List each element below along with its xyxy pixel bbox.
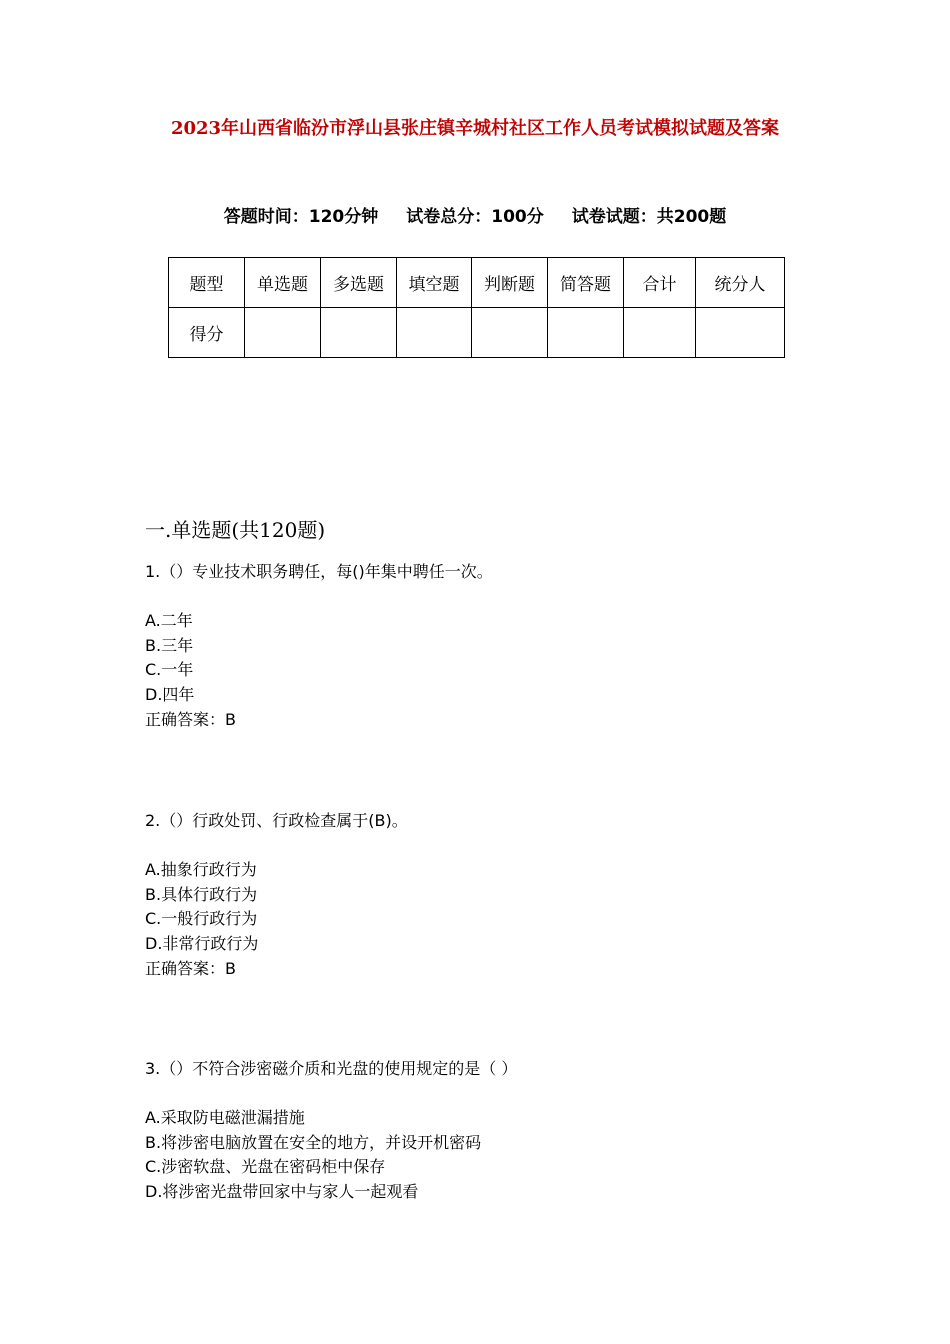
- document-title: 2023年山西省临汾市浮山县张庄镇辛城村社区工作人员考试模拟试题及答案: [170, 118, 780, 139]
- correct-answer: 正确答案：B: [145, 709, 236, 729]
- score-cell: [397, 308, 472, 358]
- score-row-label: 得分: [169, 308, 245, 358]
- score-cell: [696, 308, 785, 358]
- option-a: A.二年: [145, 610, 193, 630]
- option-b: B.具体行政行为: [145, 884, 258, 904]
- option-d: D.非常行政行为: [145, 934, 259, 954]
- option-d: D.四年: [145, 685, 195, 705]
- option-c: C.一年: [145, 660, 194, 680]
- score-cell: [472, 308, 548, 358]
- question-3: [145, 1057, 825, 1205]
- score-cell: [548, 308, 624, 358]
- option-a: A.抽象行政行为: [145, 859, 257, 879]
- score-table-header: 简答题: [548, 258, 624, 308]
- option-c: C.一般行政行为: [145, 909, 258, 929]
- score-cell: [245, 308, 321, 358]
- score-table-header-row: [169, 258, 785, 308]
- score-cell: [624, 308, 696, 358]
- score-cell: [321, 308, 397, 358]
- score-table-score-row: [169, 308, 785, 358]
- question-1: [145, 560, 825, 733]
- score-table-header: 统分人: [696, 258, 785, 308]
- score-table-header: 题型: [169, 258, 245, 308]
- option-b: B.三年: [145, 635, 194, 655]
- score-table-header: 填空题: [397, 258, 472, 308]
- question-stem: 2.（）行政处罚、行政检查属于(B)。: [145, 811, 408, 830]
- exam-meta: [0, 202, 950, 227]
- question-options: [145, 1106, 825, 1205]
- option-b: B.将涉密电脑放置在安全的地方，并设开机密码: [145, 1132, 482, 1152]
- correct-answer: 正确答案：B: [145, 958, 236, 978]
- option-d: D.将涉密光盘带回家中与家人一起观看: [145, 1182, 419, 1202]
- option-a: A.采取防电磁泄漏措施: [145, 1107, 305, 1127]
- score-table-header: 单选题: [245, 258, 321, 308]
- exam-total-questions: 试卷试题：共200题: [571, 207, 727, 227]
- score-table-header: 合计: [624, 258, 696, 308]
- exam-total-score: 试卷总分：100分: [406, 207, 544, 227]
- question-stem: 1.（）专业技术职务聘任，每()年集中聘任一次。: [145, 562, 493, 581]
- question-stem: 3.（）不符合涉密磁介质和光盘的使用规定的是（ ）: [145, 1059, 518, 1078]
- option-c: C.涉密软盘、光盘在密码柜中保存: [145, 1157, 386, 1177]
- exam-time: 答题时间：120分钟: [223, 207, 379, 227]
- section-heading: 一.单选题(共120题): [145, 518, 326, 542]
- question-options: [145, 858, 825, 957]
- score-table: [168, 257, 785, 358]
- question-2: [145, 809, 825, 982]
- question-options: [145, 609, 825, 708]
- score-table-header: 判断题: [472, 258, 548, 308]
- score-table-header: 多选题: [321, 258, 397, 308]
